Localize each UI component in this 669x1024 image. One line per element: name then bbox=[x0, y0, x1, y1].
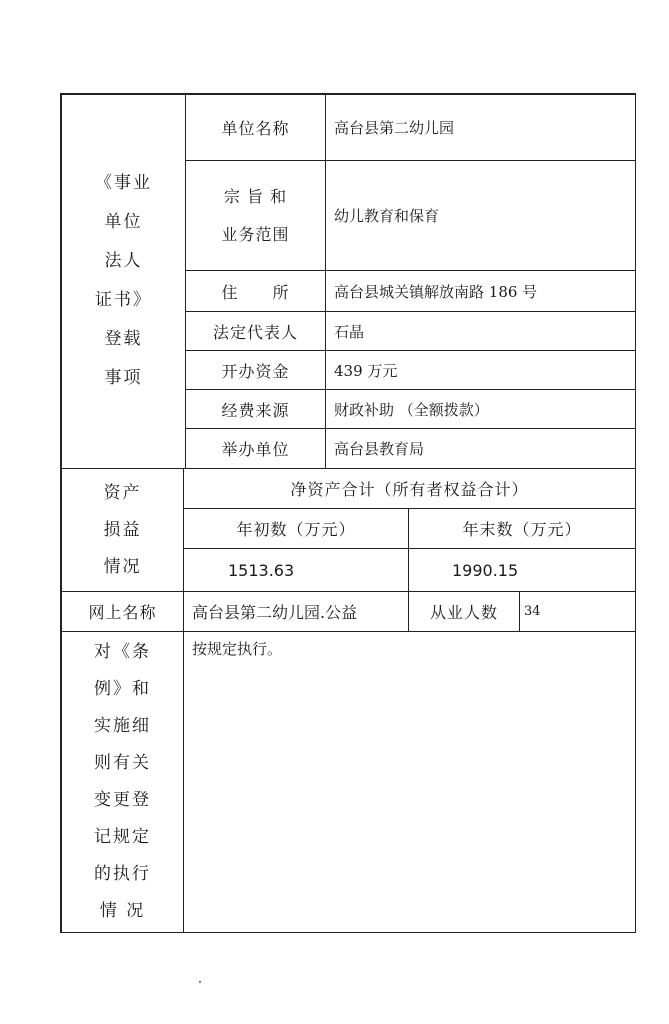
value-staff-count: 34 bbox=[524, 604, 541, 619]
value-unit-name: 高台县第二幼儿园 bbox=[334, 119, 455, 137]
assets-label-line: 情况 bbox=[103, 556, 142, 577]
section-label-line: 证书》 bbox=[95, 290, 152, 310]
section-label-compliance bbox=[62, 632, 183, 932]
assets-label-line: 资产 bbox=[103, 482, 142, 503]
label-purpose-line: 业务范围 bbox=[221, 224, 290, 244]
assets-value-end: 1990.15 bbox=[452, 560, 519, 580]
section-label-assets bbox=[62, 469, 183, 591]
assets-header: 净资产合计（所有者权益合计） bbox=[290, 480, 529, 499]
section-label-line: 法人 bbox=[104, 251, 143, 271]
table-border-right bbox=[635, 93, 636, 933]
label-address: 住 所 bbox=[221, 282, 290, 302]
label-purpose-scope bbox=[186, 161, 325, 270]
compliance-label-line: 变更登 bbox=[94, 790, 151, 810]
label-purpose-line: 宗 旨 和 bbox=[223, 186, 288, 206]
value-online-name: 高台县第二幼儿园.公益 bbox=[192, 603, 358, 622]
label-capital: 开办资金 bbox=[221, 361, 290, 381]
label-legal-rep: 法定代表人 bbox=[212, 322, 298, 342]
assets-label-line: 损益 bbox=[103, 519, 142, 540]
value-legal-rep: 石晶 bbox=[334, 322, 365, 341]
compliance-label-line: 情 况 bbox=[99, 901, 146, 921]
label-staff-count: 从业人数 bbox=[429, 603, 498, 622]
value-purpose-scope: 幼儿教育和保育 bbox=[334, 207, 440, 225]
compliance-label-line: 实施细 bbox=[94, 716, 151, 736]
value-compliance: 按规定执行。 bbox=[192, 640, 283, 658]
section-label-certificate bbox=[62, 94, 185, 468]
compliance-label-line: 则有关 bbox=[94, 753, 151, 773]
scan-speck bbox=[199, 981, 201, 983]
section-label-line: 事项 bbox=[104, 368, 143, 388]
section-label-line: 登载 bbox=[104, 329, 143, 349]
compliance-label-line: 记规定 bbox=[94, 827, 151, 847]
value-funding-source: 财政补助 （全额拨款） bbox=[334, 400, 489, 419]
label-online-name: 网上名称 bbox=[88, 603, 157, 622]
label-unit-name: 单位名称 bbox=[221, 119, 290, 138]
value-capital: 439 万元 bbox=[334, 361, 398, 380]
staff-value-divider bbox=[519, 591, 520, 631]
assets-value-start: 1513.63 bbox=[228, 560, 295, 580]
table-border-bottom bbox=[60, 932, 636, 933]
compliance-label-line: 的执行 bbox=[94, 864, 151, 884]
assets-col-end: 年末数（万元） bbox=[462, 520, 582, 539]
assets-col-start: 年初数（万元） bbox=[236, 520, 356, 539]
value-sponsor: 高台县教育局 bbox=[334, 440, 425, 458]
section-label-line: 《事业 bbox=[95, 173, 152, 193]
label-sponsor: 举办单位 bbox=[221, 440, 290, 459]
section-label-line: 单位 bbox=[104, 212, 143, 232]
compliance-label-line: 例》和 bbox=[94, 679, 151, 699]
label-funding-source: 经费来源 bbox=[221, 400, 290, 420]
value-address: 高台县城关镇解放南路 186 号 bbox=[334, 282, 538, 301]
compliance-label-line: 对《条 bbox=[94, 642, 151, 662]
